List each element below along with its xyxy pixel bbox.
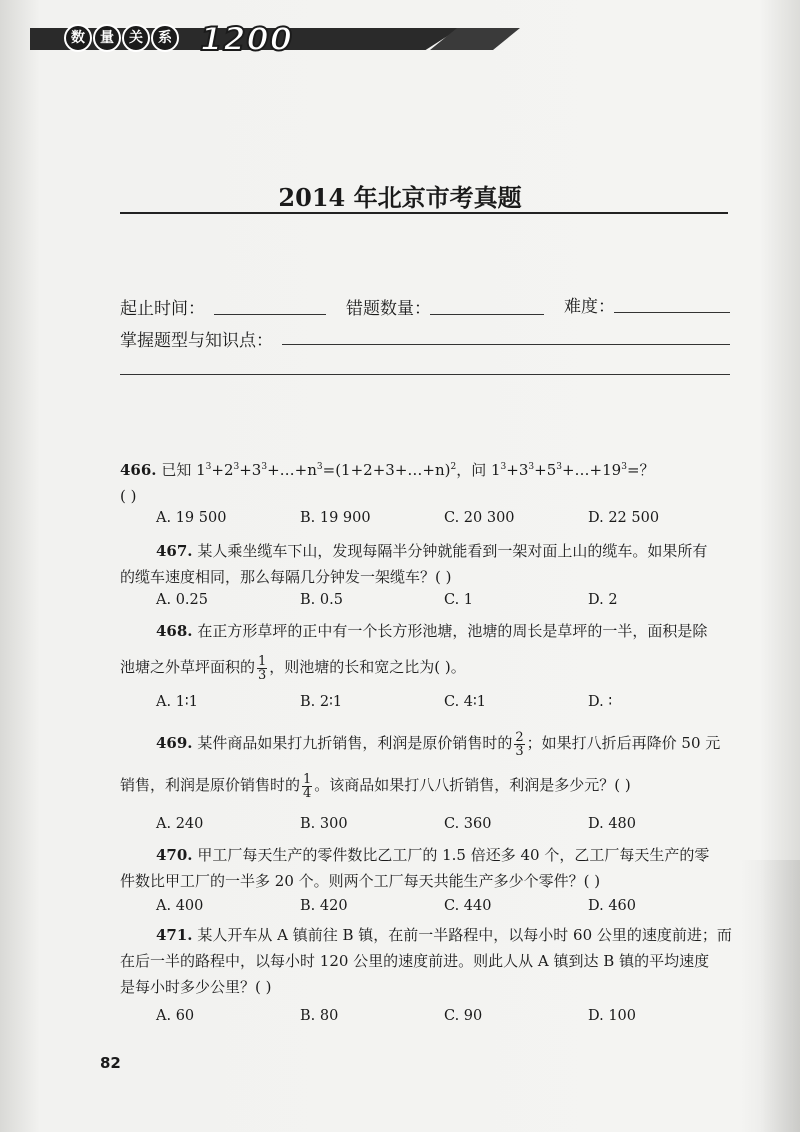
time-label: 起止时间： [120,299,205,319]
frac-num: 1 [258,653,267,669]
q-text: =(1+2+3+…+n) [322,461,451,479]
option-a[interactable]: A. 240 [156,816,204,832]
q-text: +3 [239,461,262,479]
frac-den: 3 [258,667,267,683]
knowledge-field-line-2[interactable] [120,374,730,375]
header-circle-char: 数 [64,24,92,52]
option-b[interactable]: B. 0.5 [300,592,343,608]
frac-num: 1 [303,771,312,787]
q-text: 的缆车速度相同，那么每隔几分钟发一架缆车？( ) [120,568,452,586]
question-number: 469. [156,734,193,752]
option-a[interactable]: A. 1∶1 [156,694,198,710]
answer-paren: ( ) [120,487,137,505]
q-text: ，问 1 [456,461,501,479]
page-number: 82 [100,1054,121,1072]
q-text: ，则池塘的长和宽之比为( )。 [269,658,466,676]
exponent: 3 [316,462,323,472]
question-number: 467. [156,542,193,560]
q-text: +…+19 [561,461,622,479]
fraction [514,731,524,758]
exponent: 3 [556,462,562,472]
option-d[interactable]: D. ∶ [588,694,613,710]
fraction [302,773,312,800]
header-circle-char: 量 [93,24,121,52]
question-468-line2 [120,650,740,684]
header-circle-group [64,24,179,52]
option-c[interactable]: C. 4∶1 [444,694,487,710]
q-text: +5 [534,461,557,479]
option-a[interactable]: A. 400 [156,898,204,914]
option-d[interactable]: D. 22 500 [588,510,660,526]
option-b[interactable]: B. 420 [300,898,348,914]
title-rule [120,212,728,214]
header-circle-char: 系 [151,24,179,52]
header-circle-char: 关 [122,24,150,52]
option-c[interactable]: C. 440 [444,898,492,914]
option-b[interactable]: B. 19 900 [300,510,371,526]
question-number: 468. [156,622,193,640]
q-text: 在后一半的路程中，以每小时 120 公里的速度前进。则此人从 A 镇到达 B 镇的平均速度 [120,952,710,970]
frac-den: 3 [515,743,524,759]
question-number: 471. [156,926,193,944]
series-header-band [30,20,470,58]
errors-field-line[interactable] [430,314,544,315]
frac-den: 4 [303,785,312,801]
question-469 [120,726,740,760]
knowledge-label: 掌握题型与知识点： [120,331,273,351]
difficulty-field-line[interactable] [614,312,730,313]
q-text: ；如果打八折后再降价 50 元 [526,734,721,752]
fraction [257,655,267,682]
exponent: 3 [621,462,627,472]
q-text: 池塘之外草坪面积的 [120,658,256,676]
option-c[interactable]: C. 90 [444,1008,483,1024]
header-number: 1200 [200,20,294,58]
q-text: 在正方形草坪的正中有一个长方形池塘，池塘的周长是草坪的一半，面积是除 [197,622,708,640]
frac-num: 2 [515,729,524,745]
q-text: 。该商品如果打八八折销售，利润是多少元？( ) [314,776,631,794]
option-b[interactable]: B. 80 [300,1008,339,1024]
option-a[interactable]: A. 0.25 [156,592,208,608]
q-text: 销售，利润是原价销售时的 [120,776,301,794]
page-edge-shadow [740,860,800,1132]
q-text: 某人乘坐缆车下山，发现每隔半分钟就能看到一架对面上山的缆车。如果所有 [197,542,708,560]
q-text: 某人开车从 A 镇前往 B 镇，在前一半路程中，以每小时 60 公里的速度前进；而 [197,926,732,944]
page-title: 2014 年北京市考真题 [278,183,522,212]
q-text: 已知 1 [161,461,206,479]
exponent: 2 [450,462,457,472]
q-text: 件数比甲工厂的一半多 20 个。则两个工厂每天共能生产多少个零件？( ) [120,872,601,890]
question-468 [120,618,740,644]
option-d[interactable]: D. 480 [588,816,637,832]
knowledge-field-line[interactable] [282,344,730,345]
exponent: 3 [528,462,535,472]
question-number: 470. [156,846,193,864]
option-d[interactable]: D. 100 [588,1008,637,1024]
q-text: 甲工厂每天生产的零件数比乙工厂的 1.5 倍还多 40 个，乙工厂每天生产的零 [197,846,710,864]
q-text: 是每小时多少公里？( ) [120,978,272,996]
exponent: 3 [261,462,268,472]
option-a[interactable]: A. 60 [156,1008,195,1024]
option-c[interactable]: C. 360 [444,816,492,832]
question-470 [120,842,740,894]
time-field-line[interactable] [214,314,326,315]
option-a[interactable]: A. 19 500 [156,510,227,526]
errors-label: 错题数量： [346,299,431,319]
exponent: 3 [500,462,507,472]
q-text: +3 [506,461,529,479]
question-471 [120,922,740,1000]
q-text: +…+n [267,461,317,479]
question-467 [120,538,740,590]
option-d[interactable]: D. 2 [588,592,618,608]
question-469-line2 [120,768,740,802]
difficulty-label: 难度： [564,297,615,317]
exponent: 3 [205,462,212,472]
option-b[interactable]: B. 2∶1 [300,694,343,710]
question-466 [120,454,740,509]
q-text: +2 [211,461,234,479]
question-number: 466. [120,461,157,479]
option-c[interactable]: C. 1 [444,592,474,608]
option-c[interactable]: C. 20 300 [444,510,515,526]
exponent: 3 [233,462,240,472]
q-text: 某件商品如果打九折销售，利润是原价销售时的 [197,734,513,752]
option-d[interactable]: D. 460 [588,898,637,914]
option-b[interactable]: B. 300 [300,816,348,832]
q-text: =？ [626,461,655,479]
